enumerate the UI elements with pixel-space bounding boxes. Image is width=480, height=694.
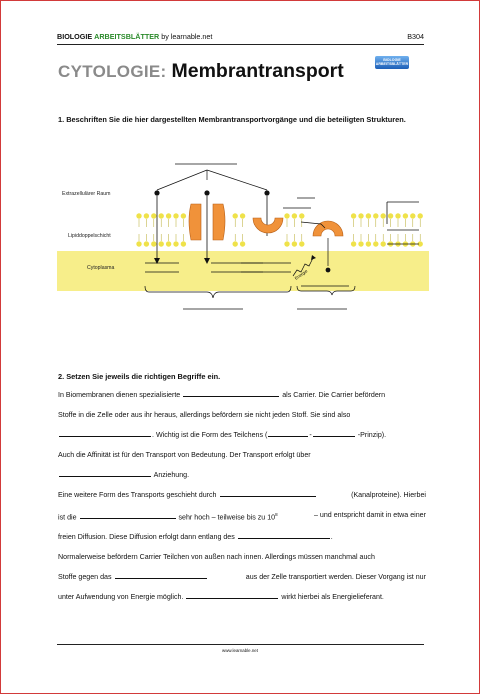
- lipid-head: [166, 241, 171, 246]
- answer-blank[interactable]: [183, 389, 279, 397]
- lipid-head: [403, 213, 408, 218]
- question-2: 2. Setzen Sie jeweils die richtigen Begriffe ein.: [58, 372, 221, 381]
- lipid-head: [166, 213, 171, 218]
- answer-blank[interactable]: [80, 511, 176, 519]
- answer-blank[interactable]: [268, 429, 308, 437]
- lipid-head: [410, 213, 415, 218]
- answer-blank[interactable]: [115, 571, 207, 579]
- lipid-head: [373, 213, 378, 218]
- answer-blank[interactable]: [186, 591, 278, 599]
- particle: [264, 190, 269, 195]
- lipid-head: [240, 213, 245, 218]
- lipid-head: [240, 241, 245, 246]
- extracellular-label: Extrazellulärer Raum: [62, 191, 111, 197]
- lipid-head: [151, 241, 156, 246]
- brand-suffix: by learnable.net: [161, 32, 213, 41]
- lipid-head: [395, 213, 400, 218]
- lipid-head: [173, 213, 178, 218]
- membrane-diagram: [57, 158, 429, 318]
- page-header: [57, 30, 424, 44]
- lipid-head: [292, 213, 297, 218]
- brand-biologie: BIOLOGIE: [57, 32, 93, 41]
- lipid-head: [233, 213, 238, 218]
- sheet-code: B304: [407, 32, 424, 41]
- lipid-head: [299, 213, 304, 218]
- brand-arbeitsblaetter: ARBEITSBLÄTTER: [94, 32, 160, 41]
- carrier-protein: [253, 218, 283, 233]
- lipid-head: [151, 213, 156, 218]
- lipid-head: [159, 241, 164, 246]
- lipid-head: [181, 241, 186, 246]
- page-footer: www.learnable.net: [222, 648, 258, 653]
- answer-blank[interactable]: [220, 489, 316, 497]
- lipid-head: [284, 213, 289, 218]
- lipid-head: [159, 213, 164, 218]
- answer-blank[interactable]: [313, 429, 355, 437]
- lipid-head: [299, 241, 304, 246]
- lipid-head: [173, 241, 178, 246]
- lipid-head: [381, 241, 386, 246]
- lipid-head: [418, 213, 423, 218]
- particle: [154, 190, 159, 195]
- lipid-head: [366, 241, 371, 246]
- answer-blank[interactable]: [59, 429, 151, 437]
- cloze-text: In Biomembranen dienen spezialisierte als Carrier. Die Carrier befördern Stoffe in die Zelle oder aus ihr heraus, allerdings befördern sie nicht jeden Stoff. Sie sind also . Wichtig ist die Form des Teilchens ( - -Prinzip). Auch die Affinität ist für den Transport von Bedeutung. Der Transport erfolgt über Anziehung. Eine weitere Form des Transports geschieht durch (Kanalproteine). Hierbei ist die sehr hoch – teilweise bis zu $10^8$ – und entspricht damit in etwa einer freien Diffusion. Diese Diffusion erfolgt dann entlang des . Normalerweise befördern Carrier Teilchen von außen nach innen. Allerdings müssen manchmal auch Stoffe gegen das aus der Zelle transportiert werden. Dieser Vorgang ist nur unter Aufwendung von Energie möglich. wirkt hierbei als Energielieferant.: [58, 391, 426, 602]
- lipid-head: [284, 241, 289, 246]
- title-category: CYTOLOGIE:: [58, 62, 167, 81]
- channel-protein-right: [213, 204, 225, 240]
- lipid-head: [136, 213, 141, 218]
- title-topic: Membrantransport: [171, 60, 344, 82]
- lipid-head: [181, 213, 186, 218]
- lipid-head: [292, 241, 297, 246]
- lipid-head: [358, 241, 363, 246]
- lipid-head: [358, 213, 363, 218]
- lipid-head: [373, 241, 378, 246]
- lipid-head: [233, 241, 238, 246]
- header-divider: [57, 44, 424, 45]
- lipid-head: [144, 213, 149, 218]
- lipid-head: [136, 241, 141, 246]
- lipid-head: [351, 213, 356, 218]
- cytoplasm-label: Cytoplasma: [87, 265, 115, 271]
- answer-blank[interactable]: [59, 469, 151, 477]
- lipid-head: [351, 241, 356, 246]
- page-title: [58, 60, 344, 83]
- cytoplasm-band: [57, 251, 429, 291]
- lipid-head: [388, 213, 393, 218]
- particle: [326, 268, 331, 273]
- footer-divider: [57, 644, 424, 645]
- active-carrier-protein: [313, 221, 343, 236]
- lipid-label: Lipiddoppelschicht: [68, 233, 111, 239]
- particle: [204, 190, 209, 195]
- brand-badge-logo: BIOLOGIE ARBEITSBLÄTTER: [375, 56, 409, 69]
- lipid-head: [381, 213, 386, 218]
- energy-label: Energie: [293, 268, 309, 281]
- lipid-head: [144, 241, 149, 246]
- answer-blank[interactable]: [238, 531, 330, 539]
- lipid-head: [366, 213, 371, 218]
- question-1: 1. Beschriften Sie die hier dargestellten Membrantransportvorgänge und die beteiligten Strukturen.: [58, 115, 406, 124]
- header-brand: [57, 32, 212, 41]
- channel-protein-left: [189, 204, 201, 240]
